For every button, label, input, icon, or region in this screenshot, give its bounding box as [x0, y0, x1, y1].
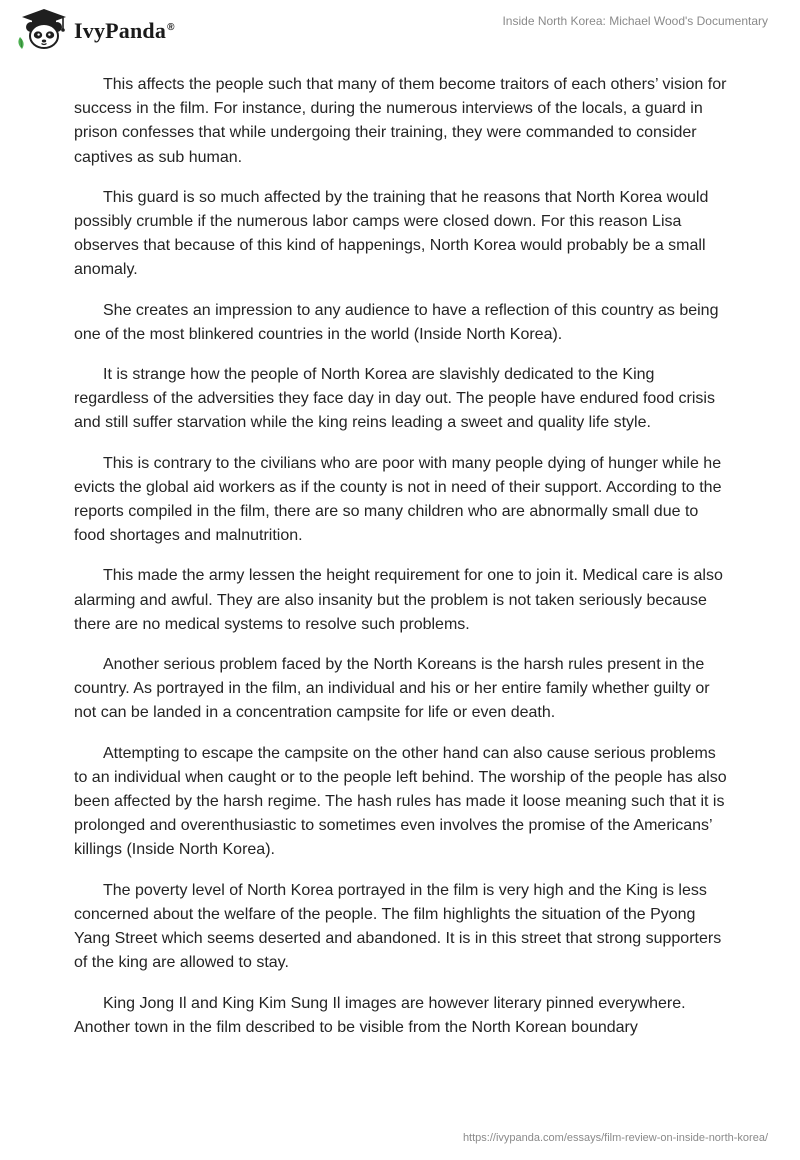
paragraph: This guard is so much affected by the training that he reasons that North Korea would possibly crumble if the numerous labor camps were closed down. For this reason Lisa observes that because of this kind of happenings, North Korea would probably be a small anomaly. [74, 188, 709, 279]
paragraph: It is strange how the people of North Korea are slavishly dedicated to the King regardless of the adversities they face day in day out. The people have endured food crisis and still suffer starvation while the king reins leading a sweet and quality life style. [74, 366, 715, 432]
panda-graduate-icon [14, 7, 68, 51]
paragraph: This made the army lessen the height requirement for one to join it. Medical care is also alarming and awful. They are also insanity but the problem is not taken seriously because there are no medical systems to resolve such problems. [74, 567, 723, 633]
paragraph: Attempting to escape the campsite on the other hand can also cause serious problems to an individual when caught or to the people left behind. The worship of the people has also been affected by the harsh regime. The hash rules has made it loose meaning such that it is prolonged and overenthusiastic to sometimes even involves the promise of the Americans’ killings (Inside North Korea). [74, 744, 727, 859]
document-title: Inside North Korea: Michael Wood's Documentary [502, 14, 768, 28]
paragraph: This affects the people such that many of them become traitors of each others’ vision for success in the film. For instance, during the numerous interviews of the locals, a guard in prison confesses that while undergoing their training, they were commanded to consider captives as sub human. [74, 76, 727, 166]
registered-mark: ® [167, 21, 175, 33]
paragraph: Another serious problem faced by the North Koreans is the harsh rules present in the country. As portrayed in the film, an individual and his or her entire family whether guilty or not can be landed in a concentration campsite for life or even death. [74, 656, 710, 722]
paragraph: King Jong Il and King Kim Sung Il images are however literary pinned everywhere. Another town in the film described to be visible from the North Korean boundary [74, 994, 686, 1036]
ivypanda-logo[interactable] [14, 7, 175, 51]
page-header [0, 0, 800, 60]
paragraph: This is contrary to the civilians who are poor with many people dying of hunger while he evicts the global aid workers as if the county is not in need of their support. According to the reports compiled in the film, there are so many children who are abnormally small due to food shortages and malnutrition. [74, 454, 722, 545]
paragraph: She creates an impression to any audience to have a reflection of this country as being one of the most blinkered countries in the world (Inside North Korea). [74, 301, 719, 343]
essay-body [74, 73, 730, 1056]
source-url[interactable]: https://ivypanda.com/essays/film-review-on-inside-north-korea/ [462, 1132, 768, 1144]
logo-wordmark: IvyPanda® [74, 18, 175, 43]
paragraph: The poverty level of North Korea portrayed in the film is very high and the King is less concerned about the welfare of the people. The film highlights the situation of the Pyong Yang Street which seems deserted and abandoned. It is in this street that strong supporters of the king are allowed to stay. [74, 881, 722, 972]
